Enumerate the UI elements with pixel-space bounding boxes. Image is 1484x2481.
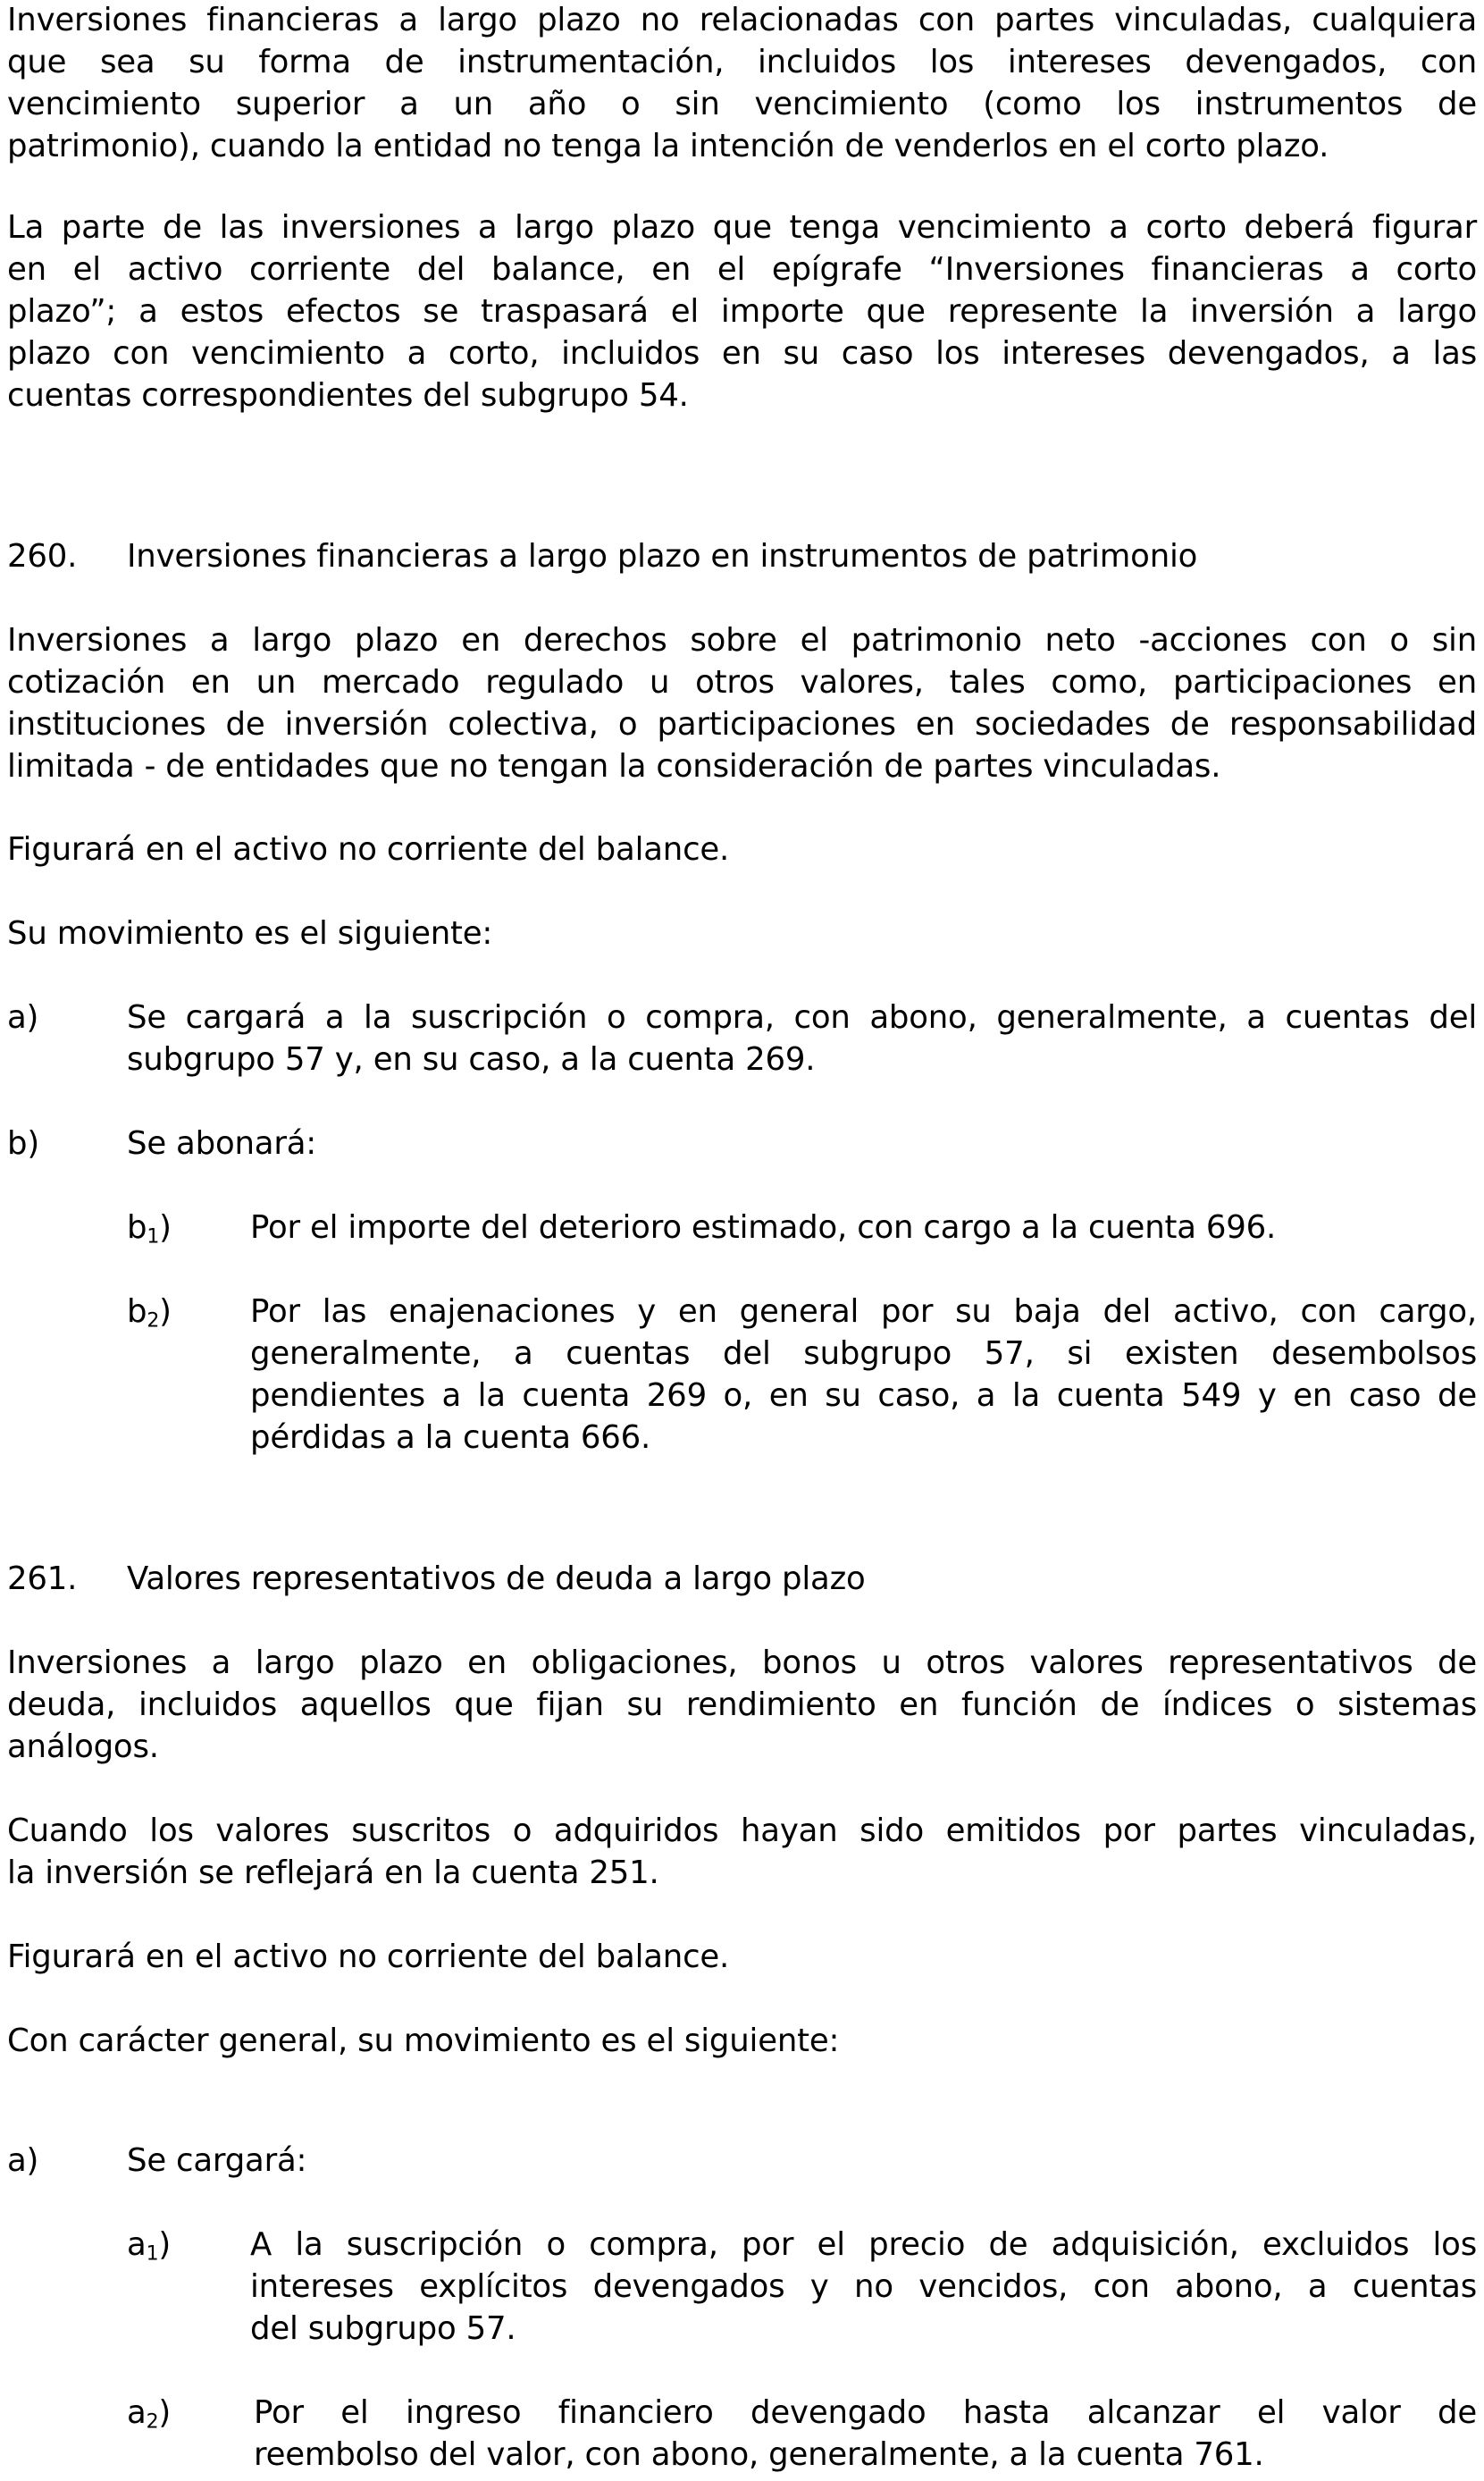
list-item-text bbox=[127, 997, 1477, 1081]
intro-paragraph-1 bbox=[7, 0, 1477, 167]
text-line: en el activo corriente del balance, en el epígrafe “Inversiones financieras a corto bbox=[7, 251, 1477, 288]
text-line: del subgrupo 57. bbox=[250, 2310, 516, 2347]
text-line: subgrupo 57 y, en su caso, a la cuenta 269. bbox=[127, 1041, 816, 1078]
sublabel-letter: b bbox=[127, 1209, 147, 1246]
text-line: reembolso del valor, con abono, generalmente, a la cuenta 761. bbox=[254, 2436, 1264, 2473]
text-line: plazo”; a estos efectos se traspasará el importe que represente la inversión a largo bbox=[7, 293, 1477, 330]
text-line: cuentas correspondientes del subgrupo 54. bbox=[7, 377, 689, 414]
text-line: Su movimiento es el siguiente: bbox=[7, 915, 493, 952]
sublist-item-text: Por el importe del deterioro estimado, con cargo a la cuenta 696. bbox=[250, 1209, 1277, 1246]
list-label: a) bbox=[7, 999, 39, 1036]
sublabel-close: ) bbox=[159, 1209, 172, 1246]
text-line: que sea su forma de instrumentación, incluidos los intereses devengados, con bbox=[7, 44, 1477, 80]
list-item-text: Se cargará: bbox=[127, 2142, 307, 2179]
section-number: 260. bbox=[7, 538, 78, 575]
sublist-label bbox=[127, 2224, 171, 2266]
text-line: Por el ingreso financiero devengado hasta alcanzar el valor de bbox=[254, 2394, 1477, 2431]
text-line: patrimonio), cuando la entidad no tenga la intención de venderlos en el corto plazo. bbox=[7, 128, 1329, 164]
text-line: Por las enajenaciones y en general por su baja del activo, con cargo, bbox=[250, 1293, 1477, 1330]
section-261-subitem-a2 bbox=[7, 2392, 1477, 2476]
section-260-subitem-b2 bbox=[7, 1291, 1477, 1459]
section-261-paragraph-1 bbox=[7, 1642, 1477, 1768]
text-line: A la suscripción o compra, por el precio de adquisición, excluidos los bbox=[250, 2226, 1477, 2263]
text-line: Se cargará a la suscripción o compra, con abono, generalmente, a cuentas del bbox=[127, 999, 1477, 1036]
sublabel-close: ) bbox=[158, 2226, 172, 2263]
section-number: 261. bbox=[7, 1560, 78, 1597]
sublabel-index: 2 bbox=[147, 1309, 160, 1333]
text-line: cotización en un mercado regulado u otros valores, tales como, participaciones en bbox=[7, 664, 1477, 701]
section-260-subitem-b1 bbox=[7, 1207, 1477, 1249]
sublist-item-text bbox=[250, 2224, 1477, 2350]
section-260-heading bbox=[7, 535, 1477, 577]
text-line: Cuando los valores suscritos o adquiridos hayan sido emitidos por partes vinculadas, bbox=[7, 1812, 1477, 1849]
text-line: Inversiones a largo plazo en derechos sobre el patrimonio neto -acciones con o sin bbox=[7, 622, 1477, 659]
text-line: pérdidas a la cuenta 666. bbox=[250, 1419, 651, 1456]
text-line: la inversión se reflejará en la cuenta 251. bbox=[7, 1854, 659, 1891]
sublist-item-text bbox=[250, 1291, 1477, 1459]
text-line: generalmente, a cuentas del subgrupo 57, si existen desembolsos bbox=[250, 1335, 1477, 1372]
section-261-item-a bbox=[7, 2140, 1477, 2182]
text-line: Inversiones financieras a largo plazo no relacionadas con partes vinculadas, cualquiera bbox=[7, 2, 1477, 38]
section-261-paragraph-4 bbox=[7, 2020, 1477, 2062]
text-line: Inversiones a largo plazo en obligaciones, bonos u otros valores representativos de bbox=[7, 1644, 1477, 1681]
text-line: intereses explícitos devengados y no vencidos, con abono, a cuentas bbox=[250, 2268, 1477, 2305]
text-line: deuda, incluidos aquellos que fijan su rendimiento en función de índices o sistemas bbox=[7, 1686, 1477, 1723]
list-item-text: Se abonará: bbox=[127, 1125, 317, 1162]
sublabel-letter: a bbox=[127, 2226, 147, 2263]
text-line: Figurará en el activo no corriente del balance. bbox=[7, 831, 730, 868]
section-261-heading bbox=[7, 1558, 1477, 1600]
document-page bbox=[7, 0, 1477, 2481]
section-title: Inversiones financieras a largo plazo en instrumentos de patrimonio bbox=[127, 538, 1198, 575]
sublist-item-text bbox=[254, 2392, 1477, 2476]
sublabel-index: 1 bbox=[146, 2242, 159, 2266]
text-line: vencimiento superior a un año o sin vencimiento (como los instrumentos de bbox=[7, 86, 1477, 122]
text-line: instituciones de inversión colectiva, o participaciones en sociedades de responsabilidad bbox=[7, 706, 1477, 743]
list-label: b) bbox=[7, 1125, 39, 1162]
text-line: limitada - de entidades que no tengan la consideración de partes vinculadas. bbox=[7, 748, 1221, 785]
section-260-item-b bbox=[7, 1123, 1477, 1165]
sublabel-index: 1 bbox=[147, 1225, 160, 1249]
section-260-paragraph-2 bbox=[7, 828, 1477, 870]
sublist-label bbox=[127, 1291, 172, 1333]
sublabel-letter: a bbox=[127, 2394, 147, 2431]
text-line: plazo con vencimiento a corto, incluidos en su caso los intereses devengados, a las bbox=[7, 335, 1477, 372]
text-line: pendientes a la cuenta 269 o, en su caso, a la cuenta 549 y en caso de bbox=[250, 1377, 1477, 1414]
section-title: Valores representativos de deuda a largo plazo bbox=[127, 1560, 866, 1597]
section-260-paragraph-3 bbox=[7, 913, 1477, 955]
sublist-label bbox=[127, 2392, 171, 2434]
text-line: Figurará en el activo no corriente del balance. bbox=[7, 1939, 730, 1975]
text-line: análogos. bbox=[7, 1728, 159, 1765]
sublabel-close: ) bbox=[158, 2394, 172, 2431]
text-line: Con carácter general, su movimiento es el siguiente: bbox=[7, 2023, 840, 2059]
sublist-label bbox=[127, 1207, 172, 1249]
list-label: a) bbox=[7, 2142, 39, 2179]
sublabel-index: 2 bbox=[146, 2410, 159, 2434]
section-261-subitem-a1 bbox=[7, 2224, 1477, 2350]
intro-paragraph-2 bbox=[7, 206, 1477, 416]
section-260-item-a bbox=[7, 997, 1477, 1081]
sublabel-close: ) bbox=[159, 1293, 172, 1330]
section-261-paragraph-2 bbox=[7, 1810, 1477, 1894]
section-261-paragraph-3 bbox=[7, 1936, 1477, 1978]
section-260-paragraph-1 bbox=[7, 619, 1477, 787]
sublabel-letter: b bbox=[127, 1293, 147, 1330]
text-line: La parte de las inversiones a largo plazo que tenga vencimiento a corto deberá figurar bbox=[7, 209, 1477, 246]
